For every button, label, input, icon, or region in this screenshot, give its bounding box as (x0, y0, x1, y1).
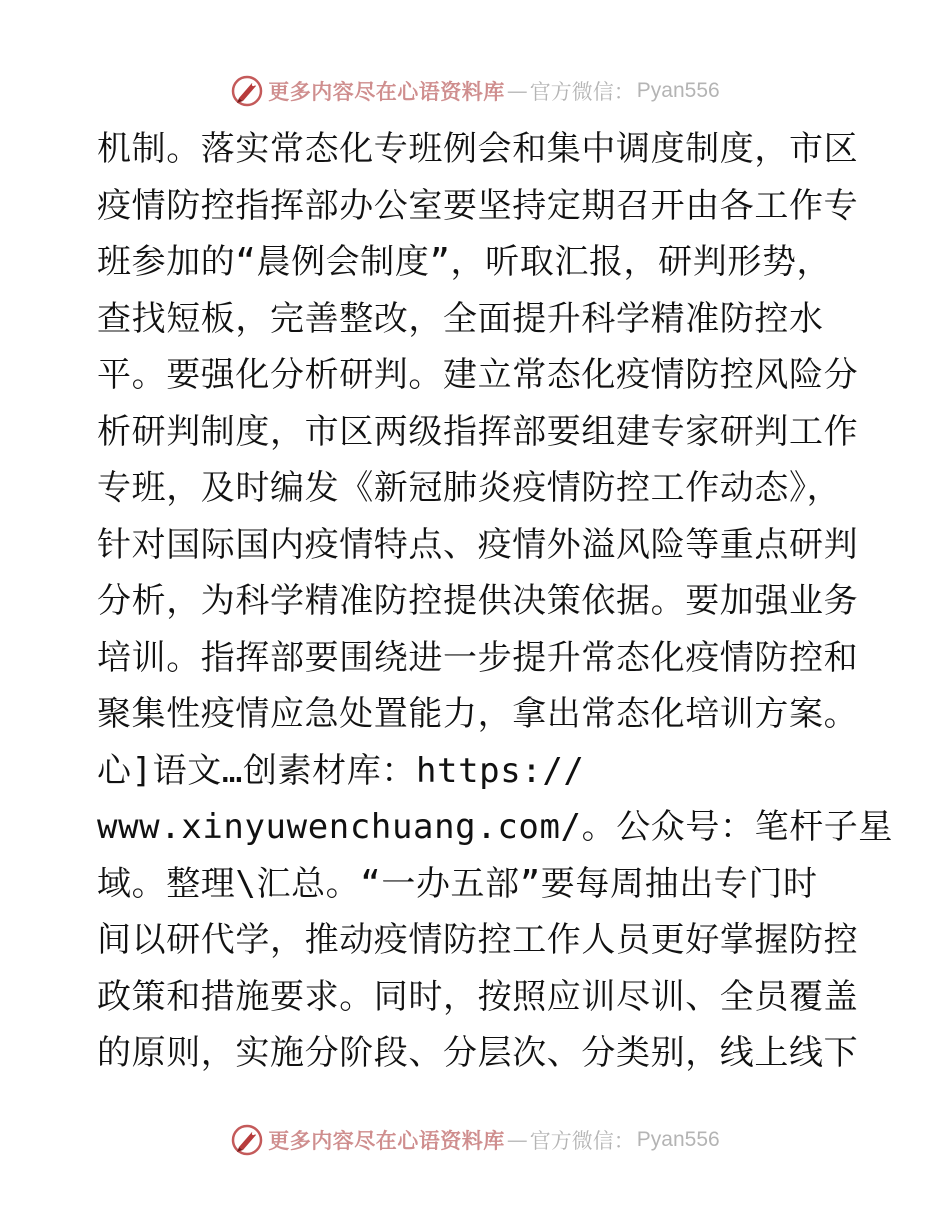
body-line: 的原则，实施分阶段、分层次、分类别，线上线下 (97, 1033, 859, 1073)
body-line: 聚集性疫情应急处置能力，拿出常态化培训方案。 (97, 694, 859, 734)
body-line: 培训。指挥部要围绕进一步提升常态化疫情防控和 (97, 637, 859, 678)
body-line: 域。整理\汇总。“一办五部”要每周抽出专门时 (97, 863, 818, 904)
banner-wechat-label: 官方微信： (529, 1129, 635, 1153)
body-line: 平。要强化分析研判。建立常态化疫情防控风险分 (97, 355, 859, 395)
body-line: 查找短板，完善整改，全面提升科学精准防控水 (97, 298, 824, 339)
pen-logo-icon (230, 1123, 264, 1157)
banner-title: 更多内容尽在心语资料库 (268, 79, 505, 104)
document-body (97, 121, 894, 1082)
body-line: 政策和措施要求。同时，按照应训尽训、全员覆盖 (97, 976, 859, 1017)
body-line: 分析，为科学精准防控提供决策依据。要加强业务 (97, 581, 859, 621)
pen-logo-icon (230, 74, 264, 108)
body-line: 班参加的“晨例会制度”，听取汇报，研判形势， (97, 242, 832, 282)
footer-banner (0, 1120, 950, 1160)
body-line: 专班，及时编发《新冠肺炎疫情防控工作动态》， (97, 468, 842, 508)
banner-separator: — (506, 79, 528, 103)
body-line: 析研判制度，市区两级指挥部要组建专家研判工作 (97, 411, 859, 452)
banner-wechat-id: Pyan556 (636, 79, 720, 102)
banner-wechat-id: Pyan556 (636, 1128, 720, 1151)
body-line: www.xinyuwenchuang.com/。公众号：笔杆子星 (97, 807, 894, 847)
banner-wechat-label: 官方微信： (529, 80, 635, 104)
body-line: 机制。落实常态化专班例会和集中调度制度，市区 (97, 129, 859, 169)
header-banner (0, 71, 950, 111)
body-line: 疫情防控指挥部办公室要坚持定期召开由各工作专 (97, 185, 859, 226)
body-line: 针对国际国内疫情特点、疫情外溢风险等重点研判 (97, 524, 859, 565)
banner-title: 更多内容尽在心语资料库 (268, 1128, 505, 1153)
banner-separator: — (506, 1128, 528, 1152)
body-line: 间以研代学，推动疫情防控工作人员更好掌握防控 (97, 920, 859, 960)
body-line: 心]语文…创素材库：https:// (97, 750, 585, 791)
